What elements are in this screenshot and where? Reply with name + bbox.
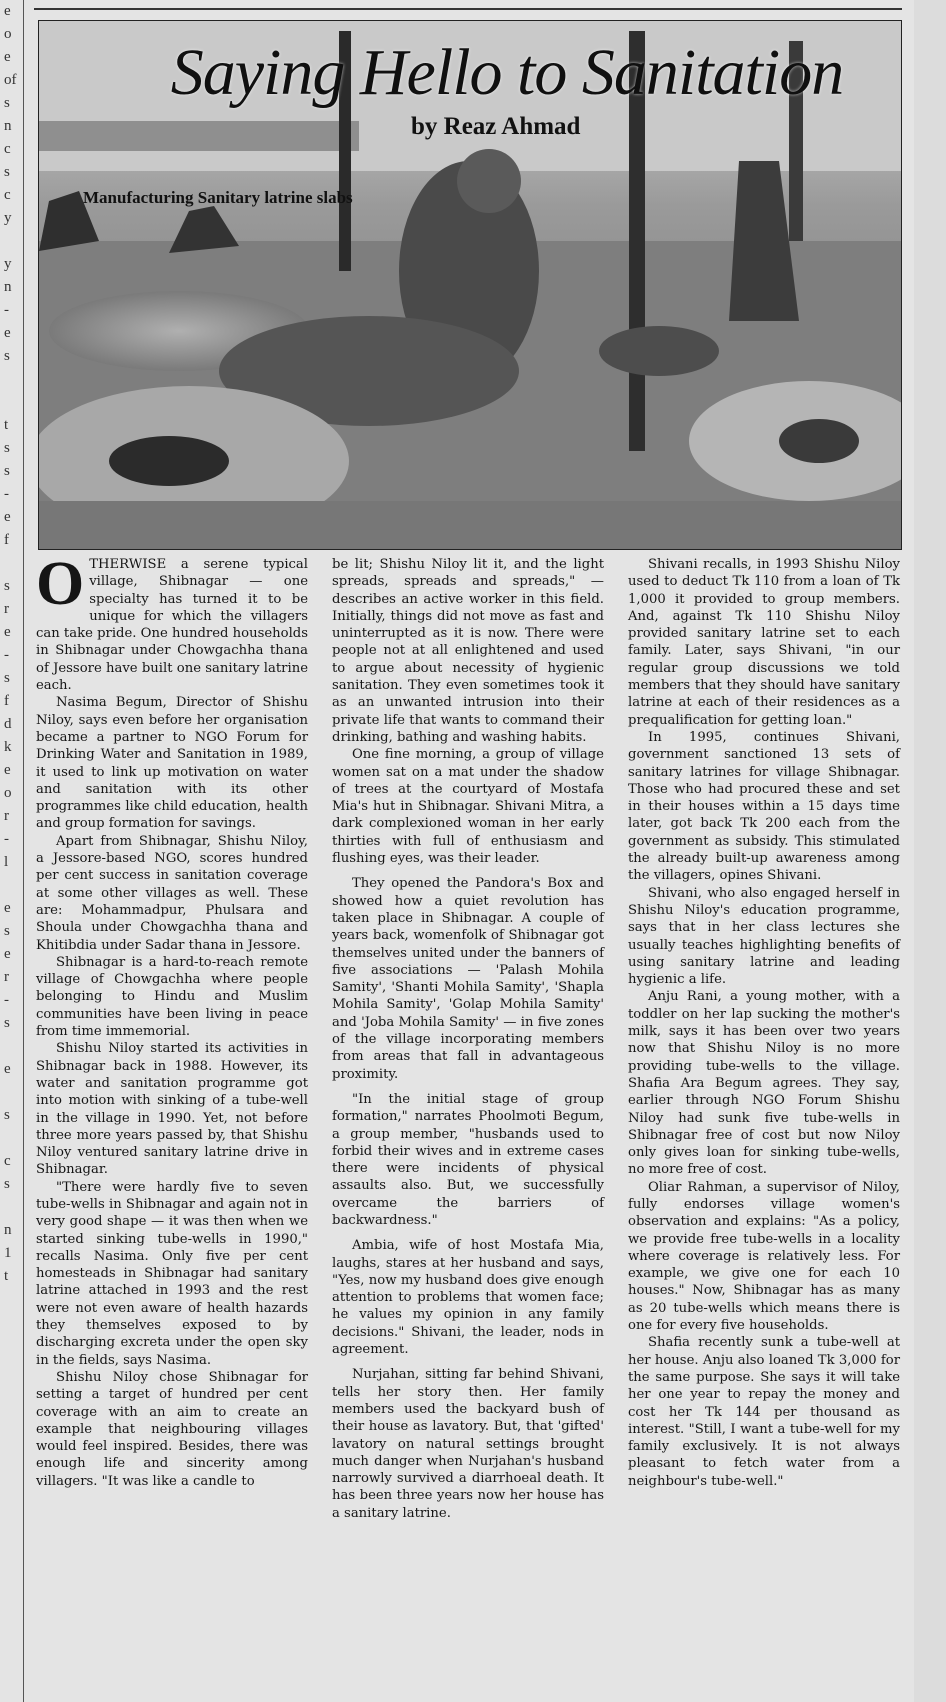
strip-letter: c: [4, 141, 11, 157]
strip-letter: r: [4, 601, 9, 617]
paragraph: Nurjahan, sitting far behind Shivani, tells her story then. Her family members used the backyard bush of their house as lavatory. But, that 'gifted' lavatory on natural settings brought much danger when Nurjahan's husband narrowly survived a diarrhoeal death. It has been three years now her house has a sanitary latrine.: [332, 1367, 604, 1521]
article-photo: [38, 20, 902, 550]
strip-letter: y: [4, 210, 12, 226]
strip-letter: -: [4, 647, 9, 663]
strip-letter: s: [4, 463, 10, 479]
paragraph: [36, 550, 308, 694]
strip-letter: r: [4, 969, 9, 985]
strip-letter: [4, 874, 23, 897]
strip-letter: e: [4, 946, 11, 962]
strip-letter: s: [4, 1015, 10, 1031]
paragraph: Shishu Niloy started its activities in Shibnagar back in 1988. However, its water and sanitation programme got into motion with sinking of a tube-well in the village in 1990. Yet, not before three more years passed by, that Shishu Niloy ventured sanitary latrine drive in Shibnagar.: [36, 1041, 308, 1178]
strip-letter: c: [4, 1153, 11, 1169]
paragraph-text: THERWISE a serene typical village, Shibnagar — one specialty has turned it to be unique for which the villagers can take pride. One hundred households in Shibnagar under Chowgachha thana of Jessore have built one sanitary latrine each.: [36, 557, 308, 694]
paragraph: Apart from Shibnagar, Shishu Niloy, a Jessore-based NGO, scores hundred per cent success in sanitation coverage at some other villages as well. These are: Mohammadpur, Phulsara and Shoula under Chowgachha thana and Khitibdia under Sadar thana in Jessore.: [36, 833, 308, 953]
paragraph: "In the initial stage of group formation," narrates Phoolmoti Begum, a group member, "husbands used to forbid their wives and in extreme cases there were incidents of physical assaults also. But, we successfully overcame the barriers of backwardness.": [332, 1091, 604, 1228]
strip-letter: e: [4, 49, 11, 65]
strip-letter: f: [4, 693, 9, 709]
strip-letter: s: [4, 95, 10, 111]
drop-cap: O: [36, 550, 85, 618]
paragraph: Oliar Rahman, a supervisor of Niloy, fully endorses village women's observation and explains: "As a policy, we provide free tube-wells in a locality where coverage is relatively less. For example, we give one for each 10 houses." Now, Shibnagar has as many as 20 tube-wells which means there is one for every five households.: [628, 1179, 900, 1334]
strip-letter: e: [4, 1061, 11, 1077]
column-2: [332, 556, 604, 1522]
column-1: [36, 550, 308, 1490]
strip-letter: l: [4, 854, 9, 870]
article: [34, 8, 902, 1700]
strip-letter: s: [4, 1107, 10, 1123]
paragraph: They opened the Pandora's Box and showed how a quiet revolution has taken place in Shibnagar. A couple of years back, womenfolk of Shibnagar got themselves united under the banners of five associations — 'Palash Mohila Samity', 'Shanti Mohila Samity', 'Shapla Mohila Samity', 'Golap Mohila Samity' and 'Joba Mohila Samity' — in five zones of the village incorporating members from areas that fall in advantageous proximity.: [332, 876, 604, 1082]
headline: Saying Hello to Sanitation: [170, 36, 844, 109]
paragraph: Shivani, who also engaged herself in Shishu Niloy's education programme, says that in her class lectures she usually teaches highlighting benefits of using sanitary latrine and leading hygienic a life.: [628, 885, 900, 988]
strip-letter: s: [4, 348, 10, 364]
strip-letter: s: [4, 670, 10, 686]
paragraph: Nasima Begum, Director of Shishu Niloy, says even before her organisation became a partner to NGO Forum for Drinking Water and Sanitation in 1989, it used to link up motivation on water and sanitation with its other programmes like child education, health and group formation for savings.: [36, 695, 308, 832]
strip-letter: k: [4, 739, 12, 755]
strip-letter: 1: [4, 1245, 12, 1261]
strip-letter: [4, 230, 23, 253]
strip-letter: [4, 1081, 23, 1104]
strip-letter: [4, 1127, 23, 1150]
strip-letter: -: [4, 486, 9, 502]
paragraph: Anju Rani, a young mother, with a toddler on her lap sucking the mother's milk, says it has been over two years now that Shishu Niloy is no more providing tube-wells to the village. Shafia Ara Begum agrees. They say, earlier through NGO Forum Shishu Niloy had sunk five tube-wells in Shibnagar free of cost but now Niloy only gives loan for sinking tube-wells, no more free of cost.: [628, 989, 900, 1178]
strip-letter: y: [4, 256, 12, 272]
strip-letter: [4, 552, 23, 575]
strip-letter: f: [4, 532, 9, 548]
photo-caption: Manufacturing Sanitary latrine slabs: [83, 188, 353, 207]
strip-letter: -: [4, 302, 9, 318]
paragraph: One fine morning, a group of village women sat on a mat under the shadow of trees at the courtyard of Mostafa Mia's hut in Shibnagar. Shivani Mitra, a dark complexioned woman in her early thirties with full of enthusiasm and flushing eyes, was their leader.: [332, 747, 604, 867]
strip-letter: o: [4, 785, 12, 801]
column-3: [628, 556, 900, 1490]
paragraph: Shishu Niloy chose Shibnagar for setting a target of hundred per cent coverage with an aim to create an example that neighbouring villages would feel inspired. Besides, there was enough life and sincerity among villagers. "It was like a candle to: [36, 1369, 308, 1489]
strip-letter: n: [4, 118, 12, 134]
strip-letter: e: [4, 509, 11, 525]
article-body: [34, 550, 902, 1698]
strip-letter: -: [4, 992, 9, 1008]
paragraph: Shibnagar is a hard-to-reach remote village of Chowgachha where people belonging to Hindu and Muslim communities have been living in peace from time immemorial.: [36, 954, 308, 1040]
paragraph: Shivani recalls, in 1993 Shishu Niloy used to deduct Tk 110 from a loan of Tk 1,000 it provided to group members. And, against Tk 110 Shishu Niloy provided sanitary latrine set to each family. Later, says Shivani, "in our regular group discussions we told members that they should have sanitary latrine at each of their residences as a prequalification for getting loan.": [628, 557, 900, 728]
paragraph: "There were hardly five to seven tube-wells in Shibnagar and again not in very good shape — it was then when we started sinking tube-wells in 1990," recalls Nasima. Only five per cent homesteads in Shibnagar had sanitary latrine attached in 1993 and the rest were not even aware of health hazards they themselves exposed to by discharging excreta under the open sky in the fields, says Nasima.: [36, 1179, 308, 1368]
strip-letter: o: [4, 26, 12, 42]
strip-letter: s: [4, 164, 10, 180]
adjacent-column-fragment: [0, 0, 24, 1702]
strip-letter: d: [4, 716, 12, 732]
paragraph: Ambia, wife of host Mostafa Mia, laughs, stares at her husband and says, "Yes, now my husband does give enough attention to problems that women face; he values my opinion in any family decisions." Shivani, the leader, nods in agreement.: [332, 1238, 604, 1358]
strip-letter: t: [4, 417, 9, 433]
paragraph: Shafia recently sunk a tube-well at her house. Anju also loaned Tk 3,000 for the same purpose. She says it will take her one year to repay the money and cost her Tk 144 per thousand as interest. "Still, I want a tube-well for my family exclusively. It is not always pleasant to fetch water from a neighbour's tube-well.": [628, 1335, 900, 1489]
strip-letter: [4, 1035, 23, 1058]
strip-letter: -: [4, 831, 9, 847]
page-margin: [914, 0, 946, 1702]
strip-letter: e: [4, 325, 11, 341]
strip-letter: r: [4, 808, 9, 824]
strip-letter: e: [4, 624, 11, 640]
strip-letter: e: [4, 900, 11, 916]
byline: by Reaz Ahmad: [411, 113, 581, 140]
strip-letter: t: [4, 1268, 9, 1284]
strip-letter: [4, 1196, 23, 1219]
strip-letter: [4, 368, 23, 391]
paragraph: be lit; Shishu Niloy lit it, and the light spreads, spreads and spreads," — describes an active worker in this field. Initially, things did not move as fast and uninterrupted as it is now. There were people not at all enlightened and used to argue about necessity of hygienic sanitation. They even sometimes took it as an unwanted intrusion into their private life that wants to command their drinking, bathing and washing habits.: [332, 557, 604, 745]
strip-letter: n: [4, 279, 12, 295]
strip-letter: of: [4, 72, 17, 88]
strip-letter: s: [4, 923, 10, 939]
strip-letter: s: [4, 440, 10, 456]
strip-letter: e: [4, 3, 11, 19]
strip-letter: e: [4, 762, 11, 778]
strip-letter: s: [4, 1176, 10, 1192]
strip-letter: c: [4, 187, 11, 203]
strip-letter: n: [4, 1222, 12, 1238]
paragraph: In 1995, continues Shivani, government sanctioned 13 sets of sanitary latrines for village Shibnagar. Those who had procured these and set in their houses within a 15 days time later, got back Tk 200 each from the government as subsidy. This stimulated the already built-up awareness among the villagers, opines Shivani.: [628, 729, 900, 884]
strip-letter: [4, 391, 23, 414]
strip-letter: s: [4, 578, 10, 594]
